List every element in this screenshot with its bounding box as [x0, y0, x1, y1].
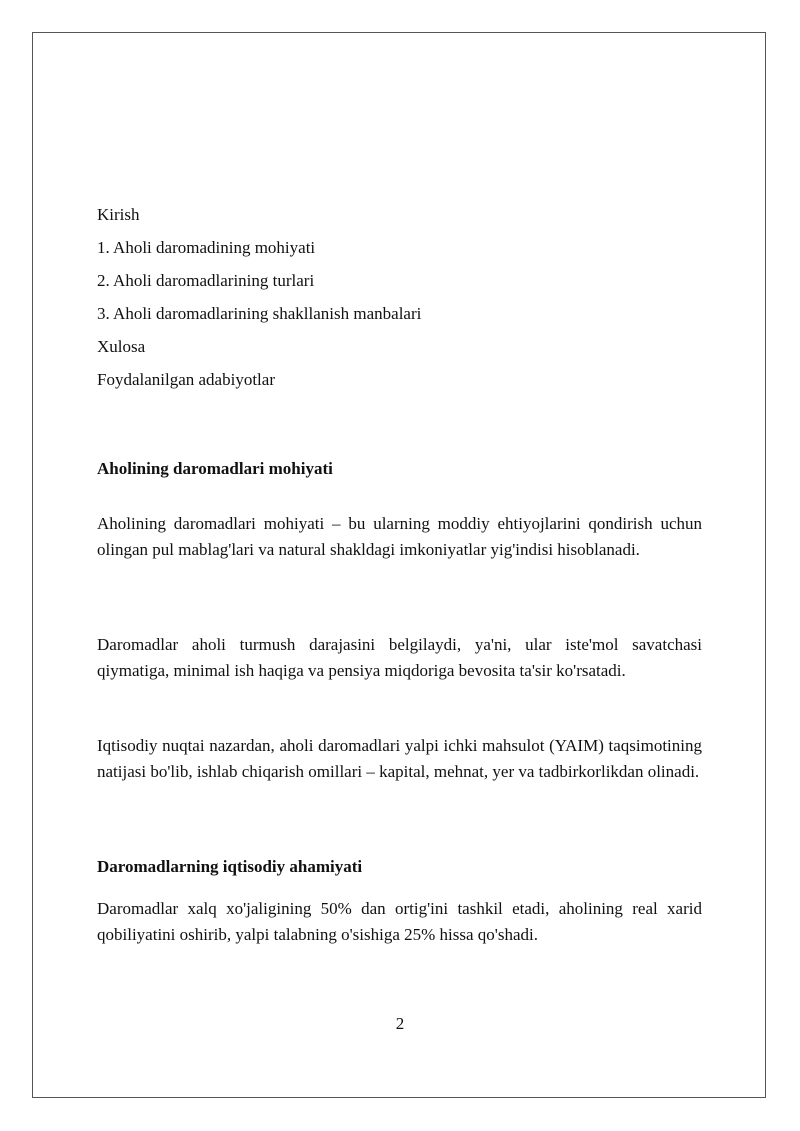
- section-heading-essence: Aholining daromadlari mohiyati: [97, 459, 333, 478]
- section-heading-importance: Daromadlarning iqtisodiy ahamiyati: [97, 857, 363, 876]
- toc-item-chapter-1: 1. Aholi daromadining mohiyati: [97, 238, 316, 257]
- paragraph-importance: Daromadlar xalq xo'jaligining 50% dan ortig'ini tashkil etadi, aholining real xarid qobiliyatini oshirib, yalpi talabning o'sishiga 25% hissa qo'shadi.: [97, 899, 702, 944]
- paragraph-essence-definition: Aholining daromadlari mohiyati – bu ularning moddiy ehtiyojlarini qondirish uchun olingan pul mablag'lari va natural shakldagi imkoniyatlar yig'indisi hisoblanadi.: [97, 514, 702, 559]
- page-number: 2: [395, 1014, 405, 1033]
- toc-item-introduction: Kirish: [97, 205, 140, 224]
- document-content: [97, 198, 702, 944]
- toc-item-references: Foydalanilgan adabiyotlar: [97, 370, 275, 389]
- paragraph-living-standard: Daromadlar aholi turmush darajasini belgilaydi, ya'ni, ular iste'mol savatchasi qiymatiga, minimal ish haqiga va pensiya miqdoriga bevosita ta'sir ko'rsatadi.: [97, 635, 702, 680]
- table-of-contents: [97, 198, 702, 396]
- toc-item-chapter-2: 2. Aholi daromadlarining turlari: [97, 271, 315, 290]
- toc-item-chapter-3: 3. Aholi daromadlarining shakllanish manbalari: [97, 304, 422, 323]
- toc-item-conclusion: Xulosa: [97, 337, 146, 356]
- paragraph-economic-view: Iqtisodiy nuqtai nazardan, aholi daromadlari yalpi ichki mahsulot (YAIM) taqsimotining natijasi bo'lib, ishlab chiqarish omillari – kapital, mehnat, yer va tadbirkorlikdan olinadi.: [97, 736, 702, 781]
